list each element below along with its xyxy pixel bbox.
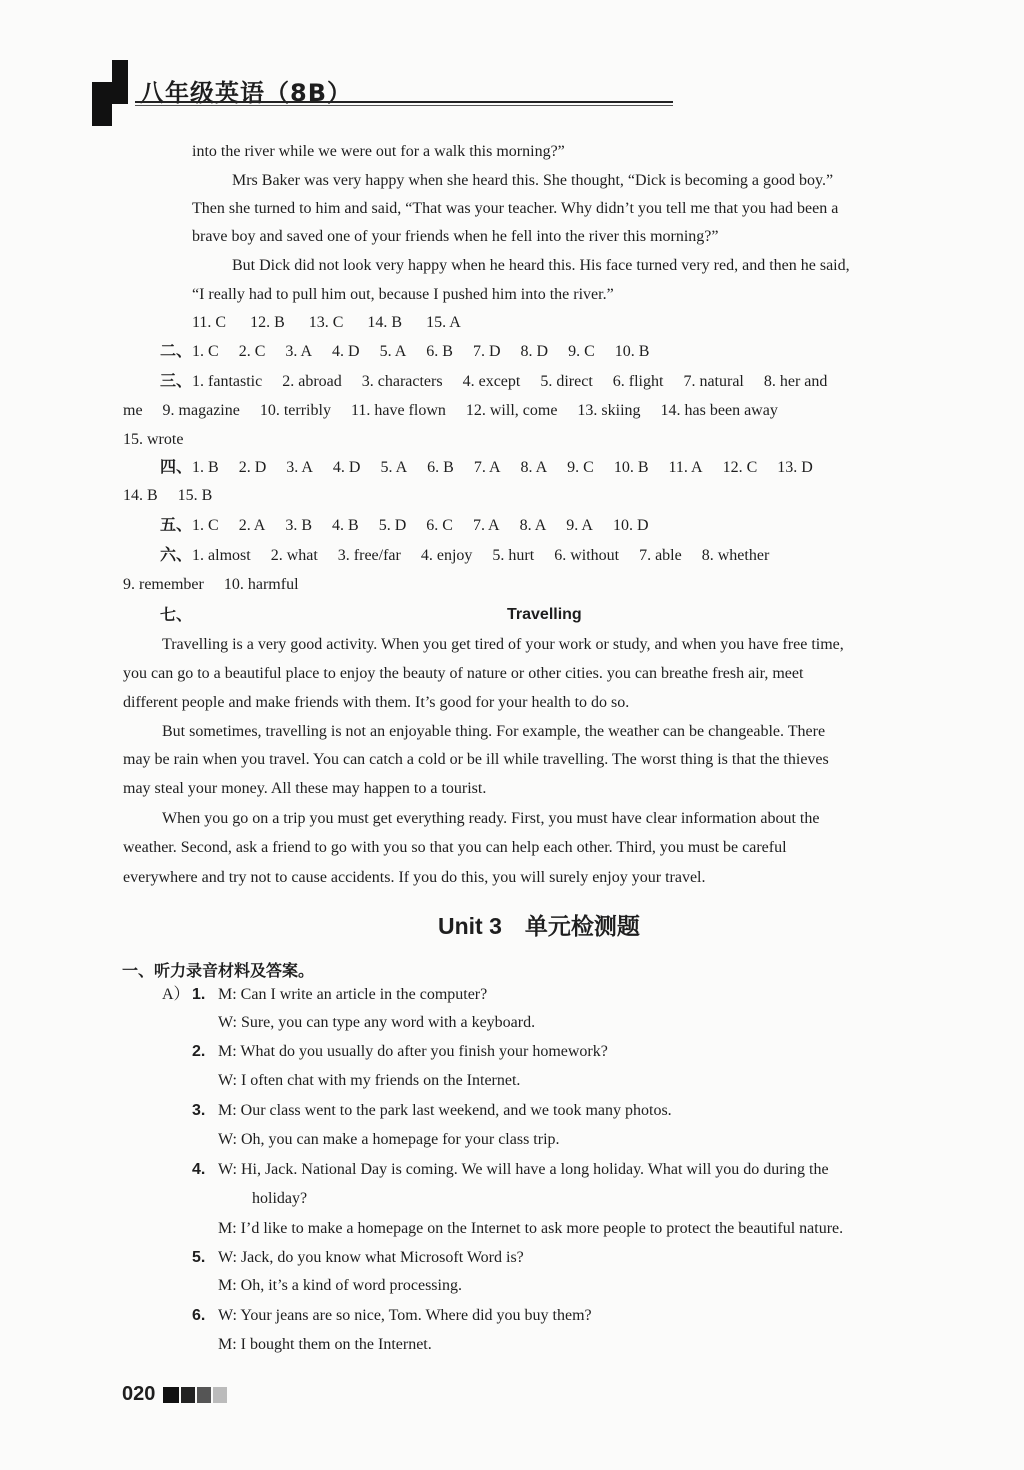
answer-item: 14. B [123,487,158,504]
dialogue-line: W: I often chat with my friends on the Internet. [218,1072,521,1089]
answer-item: 7. able [639,547,682,564]
story-line: brave boy and saved one of your friends when he fell into the river this morning?” [192,228,719,245]
item-number: 6. [192,1307,206,1324]
item-number: 4. [192,1161,206,1178]
item-number: 2. [192,1043,206,1060]
answer-item: 6. C [426,517,453,534]
part-label: A） [162,986,190,1003]
answer-item: 12. will, come [465,402,558,419]
dialogue-line: M: What do you usually do after you finish your homework? [218,1043,608,1060]
answer-row-section-5 [160,516,669,536]
answer-item: 7. D [472,343,501,360]
dialogue-line: M: I bought them on the Internet. [218,1336,432,1353]
answer-item: 8. her and [763,373,828,390]
essay-line: But sometimes, travelling is not an enjoyable thing. For example, the weather can be changeable. There [162,723,826,740]
essay-line: you can go to a beautiful place to enjoy the beauty of nature or other cities. you can breathe fresh air, meet [123,665,804,682]
essay-line: everywhere and try not to cause accidents. If you do this, you will surely enjoy your travel. [123,869,706,886]
header-decoration [92,60,134,128]
dialogue-line: W: Your jeans are so nice, Tom. Where did you buy them? [218,1307,592,1324]
answer-item: 3. free/far [337,547,401,564]
dialogue-line: holiday? [252,1190,308,1207]
answer-item: 6. B [426,343,453,360]
answer-item: 5. A [380,459,408,476]
answer-item: 7. natural [683,373,744,390]
story-line: Then she turned to him and said, “That was your teacher. Why didn’t you tell me that you had been a [192,200,839,217]
section-7-label: 七、 [160,607,193,624]
answer-item: 7. A [473,459,501,476]
section-number: 五、 [160,517,193,534]
answer-item: 8. whether [701,547,770,564]
answer-item: 10. B [613,459,649,476]
section-number: 三、 [160,373,193,390]
story-line: Mrs Baker was very happy when she heard this. She thought, “Dick is becoming a good boy.” [232,172,834,189]
answer-item: 14. has been away [660,402,778,419]
section-number: 四、 [160,459,193,476]
answer-item: 2. C [238,343,266,360]
item-number: 5. [192,1249,206,1266]
answer-item: 6. B [427,459,454,476]
answer-item: 3. B [285,517,313,534]
answer-item: 12. C [722,459,758,476]
answer-row-section-3-cont [123,401,798,421]
section-number: 六、 [160,547,193,564]
answer-row-section-3-end [123,430,203,450]
answer-item: 15. wrote [123,431,184,448]
essay-line: Travelling is a very good activity. When you get tired of your work or study, and when you have free time, [162,636,844,653]
answer-item: 10. harmful [223,576,299,593]
answer-item: 15. A [426,314,461,331]
answer-item: 4. D [332,343,360,360]
answer-item: 1. C [192,517,219,534]
answer-item: 1. almost [192,547,251,564]
answer-row [192,313,481,333]
answer-item: 8. A [520,459,548,476]
answer-item: me [123,402,143,419]
story-line: into the river while we were out for a walk this morning?” [192,143,565,160]
listening-heading: 一、听力录音材料及答案。 [122,961,315,980]
item-number: 1. [192,986,206,1003]
story-line: “I really had to pull him out, because I pushed him into the river.” [192,286,614,303]
section-number: 二、 [160,343,193,360]
answer-item: 3. A [285,343,313,360]
essay-line: weather. Second, ask a friend to go with you so that you can help each other. Third, you must be careful [123,839,787,856]
answer-item: 10. D [612,517,649,534]
dialogue-line: W: Sure, you can type any word with a keyboard. [218,1014,536,1031]
unit-title: Unit 3 单元检测题 [438,913,640,939]
dialogue-line: W: Jack, do you know what Microsoft Word is? [218,1249,524,1266]
answer-row-section-3 [160,372,847,392]
answer-item: 14. B [367,314,403,331]
answer-row-section-6 [160,546,789,566]
answer-item: 5. D [378,517,407,534]
dialogue-line: W: Hi, Jack. National Day is coming. We will have a long holiday. What will you do during the [218,1161,829,1178]
answer-item: 12. B [250,314,285,331]
answer-item: 15. B [177,487,213,504]
answer-item: 2. what [270,547,318,564]
item-number: 3. [192,1102,206,1119]
dialogue-line: M: I’d like to make a homepage on the Internet to ask more people to protect the beautiful nature. [218,1220,844,1237]
answer-item: 6. flight [612,373,664,390]
answer-item: 11. C [192,314,227,331]
answer-item: 4. D [332,459,361,476]
answer-item: 5. A [379,343,407,360]
answer-row-section-2 [160,342,669,362]
answer-item: 5. hurt [492,547,535,564]
answer-item: 8. D [520,343,549,360]
essay-line: may steal your money. All these may happen to a tourist. [123,780,487,797]
dialogue-line: W: Oh, you can make a homepage for your class trip. [218,1131,560,1148]
header-rule [135,101,673,103]
dialogue-line: M: Our class went to the park last weekend, and we took many photos. [218,1102,672,1119]
answer-item: 6. without [554,547,620,564]
answer-item: 13. C [308,314,344,331]
essay-line: may be rain when you travel. You can catch a cold or be ill while travelling. The worst thing is that the thieves [123,751,829,768]
answer-item: 9. remember [123,576,204,593]
answer-item: 7. A [472,517,500,534]
answer-item: 9. magazine [162,402,240,419]
answer-item: 4. except [462,373,521,390]
answer-row-section-4-cont [123,486,232,506]
answer-item: 9. C [567,459,594,476]
answer-item: 5. direct [540,373,593,390]
answer-item: 13. skiing [577,402,641,419]
answer-item: 1. fantastic [192,373,263,390]
answer-item: 3. A [286,459,313,476]
essay-line: When you go on a trip you must get everything ready. First, you must have clear information about the [162,810,820,827]
answer-item: 9. C [568,343,595,360]
answer-item: 3. characters [361,373,443,390]
story-line: But Dick did not look very happy when he heard this. His face turned very red, and then he said, [232,257,850,274]
answer-item: 4. B [332,517,359,534]
answer-item: 4. enjoy [420,547,473,564]
answer-item: 1. C [192,343,219,360]
answer-item: 2. D [238,459,267,476]
answer-item: 2. abroad [282,373,342,390]
page-number: 020 [122,1383,156,1405]
page-header-title: 八年级英语（8B） [140,79,352,107]
answer-item: 11. have flown [350,402,446,419]
answer-item: 2. A [238,517,266,534]
footer-decoration [163,1387,229,1403]
answer-item: 8. A [519,517,547,534]
answer-row-section-6-cont [123,575,319,595]
answer-item: 13. D [777,459,813,476]
header-rule-thin [135,105,673,106]
dialogue-line: M: Oh, it’s a kind of word processing. [218,1277,462,1294]
answer-item: 1. B [192,459,219,476]
answer-item: 10. B [614,343,650,360]
essay-title: Travelling [507,606,582,623]
dialogue-line: M: Can I write an article in the computer? [218,986,488,1003]
answer-row-section-4 [160,458,833,478]
answer-item: 10. terribly [259,402,331,419]
essay-line: different people and make friends with them. It’s good for your health to do so. [123,694,630,711]
answer-item: 9. A [566,517,593,534]
answer-item: 11. A [668,459,703,476]
